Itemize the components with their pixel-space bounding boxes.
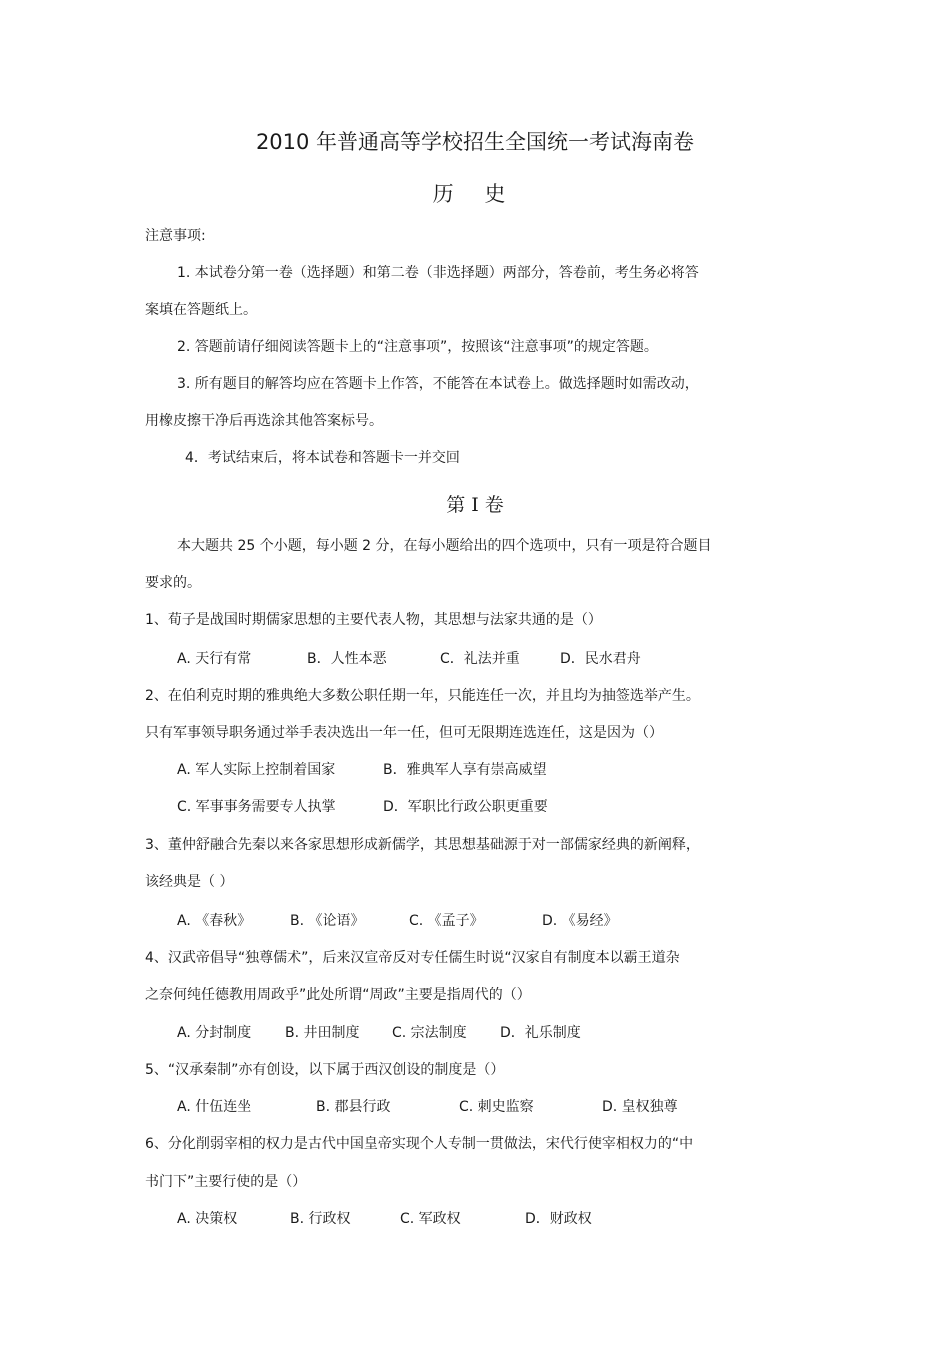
question-3-option-d: D. 《易经》 xyxy=(542,913,618,929)
question-4-option-b: B. 井田制度 xyxy=(285,1025,360,1041)
question-1-stem: 1、荀子是战国时期儒家思想的主要代表人物，其思想与法家共通的是（） xyxy=(145,612,602,628)
question-4-option-d: D．礼乐制度 xyxy=(500,1025,581,1041)
question-2-option-c: C. 军事事务需要专人执掌 xyxy=(177,799,336,815)
question-5-option-b: B. 郡县行政 xyxy=(316,1099,391,1115)
question-1-option-d: D．民水君舟 xyxy=(560,651,641,667)
question-1-option-b: B．人性本恶 xyxy=(307,651,387,667)
question-6-stem-line-1: 6、分化削弱宰相的权力是古代中国皇帝实现个人专制一贯做法，宋代行使宰相权力的“中 xyxy=(145,1136,694,1152)
question-1-option-c: C．礼法并重 xyxy=(440,651,520,667)
question-5-stem: 5、“汉承秦制”亦有创设，以下属于西汉创设的制度是（） xyxy=(145,1062,505,1078)
question-2-option-a: A. 军人实际上控制着国家 xyxy=(177,762,336,778)
question-2-option-b: B．雅典军人享有崇高威望 xyxy=(383,762,547,778)
page-title: 2010 年普通高等学校招生全国统一考试海南卷 xyxy=(255,130,695,154)
question-3-option-c: C. 《孟子》 xyxy=(409,913,484,929)
instructions-line-1: 本大题共 25 个小题，每小题 2 分，在每小题给出的四个选项中，只有一项是符合题目 xyxy=(177,538,712,554)
question-4-stem-line-2: 之奈何纯任德教用周政乎”此处所谓“周政”主要是指周代的（） xyxy=(145,987,531,1003)
question-5-option-d: D. 皇权独尊 xyxy=(602,1099,678,1115)
question-6-option-c: C. 军政权 xyxy=(400,1211,461,1227)
question-3-stem-line-1: 3、董仲舒融合先秦以来各家思想形成新儒学，其思想基础源于对一部儒家经典的新阐释， xyxy=(145,837,700,853)
question-4-option-a: A. 分封制度 xyxy=(177,1025,252,1041)
question-6-option-b: B. 行政权 xyxy=(290,1211,351,1227)
instructions-line-2: 要求的。 xyxy=(145,575,201,591)
question-3-stem-line-2: 该经典是（ ） xyxy=(145,874,234,890)
subject-title: 历 史 xyxy=(432,182,518,206)
question-2-stem-line-1: 2、在伯利克时期的雅典绝大多数公职任期一年，只能连任一次，并且均为抽签选举产生。 xyxy=(145,688,700,704)
question-2-option-d: D．军职比行政公职更重要 xyxy=(383,799,548,815)
question-1-option-a: A. 天行有常 xyxy=(177,651,252,667)
question-4-stem-line-1: 4、汉武帝倡导“独尊儒术”，后来汉宣帝反对专任儒生时说“汉家自有制度本以霸王道杂 xyxy=(145,950,680,966)
notice-item-1-line-2: 案填在答题纸上。 xyxy=(145,302,257,318)
question-6-option-a: A. 决策权 xyxy=(177,1211,238,1227)
question-2-stem-line-2: 只有军事领导职务通过举手表决选出一年一任，但可无限期连选连任，这是因为（） xyxy=(145,725,663,741)
question-5-option-c: C. 刺史监察 xyxy=(459,1099,534,1115)
notice-item-4: 4．考试结束后，将本试卷和答题卡一并交回 xyxy=(185,450,460,466)
question-4-option-c: C. 宗法制度 xyxy=(392,1025,467,1041)
section-title: 第 I 卷 xyxy=(446,494,504,516)
question-6-option-d: D．财政权 xyxy=(525,1211,592,1227)
notice-item-3-line-2: 用橡皮擦干净后再选涂其他答案标号。 xyxy=(145,413,383,429)
question-6-stem-line-2: 书门下”主要行使的是（） xyxy=(145,1174,307,1190)
notice-item-2: 2. 答题前请仔细阅读答题卡上的“注意事项”，按照该“注意事项”的规定答题。 xyxy=(177,339,658,355)
question-3-option-b: B. 《论语》 xyxy=(290,913,365,929)
notice-item-1-line-1: 1. 本试卷分第一卷（选择题）和第二卷（非选择题）两部分，答卷前，考生务必将答 xyxy=(177,265,699,281)
notice-item-3-line-1: 3. 所有题目的解答均应在答题卡上作答，不能答在本试卷上。做选择题时如需改动， xyxy=(177,376,699,392)
question-3-option-a: A. 《春秋》 xyxy=(177,913,252,929)
notice-heading: 注意事项: xyxy=(145,228,206,244)
question-5-option-a: A. 什伍连坐 xyxy=(177,1099,252,1115)
